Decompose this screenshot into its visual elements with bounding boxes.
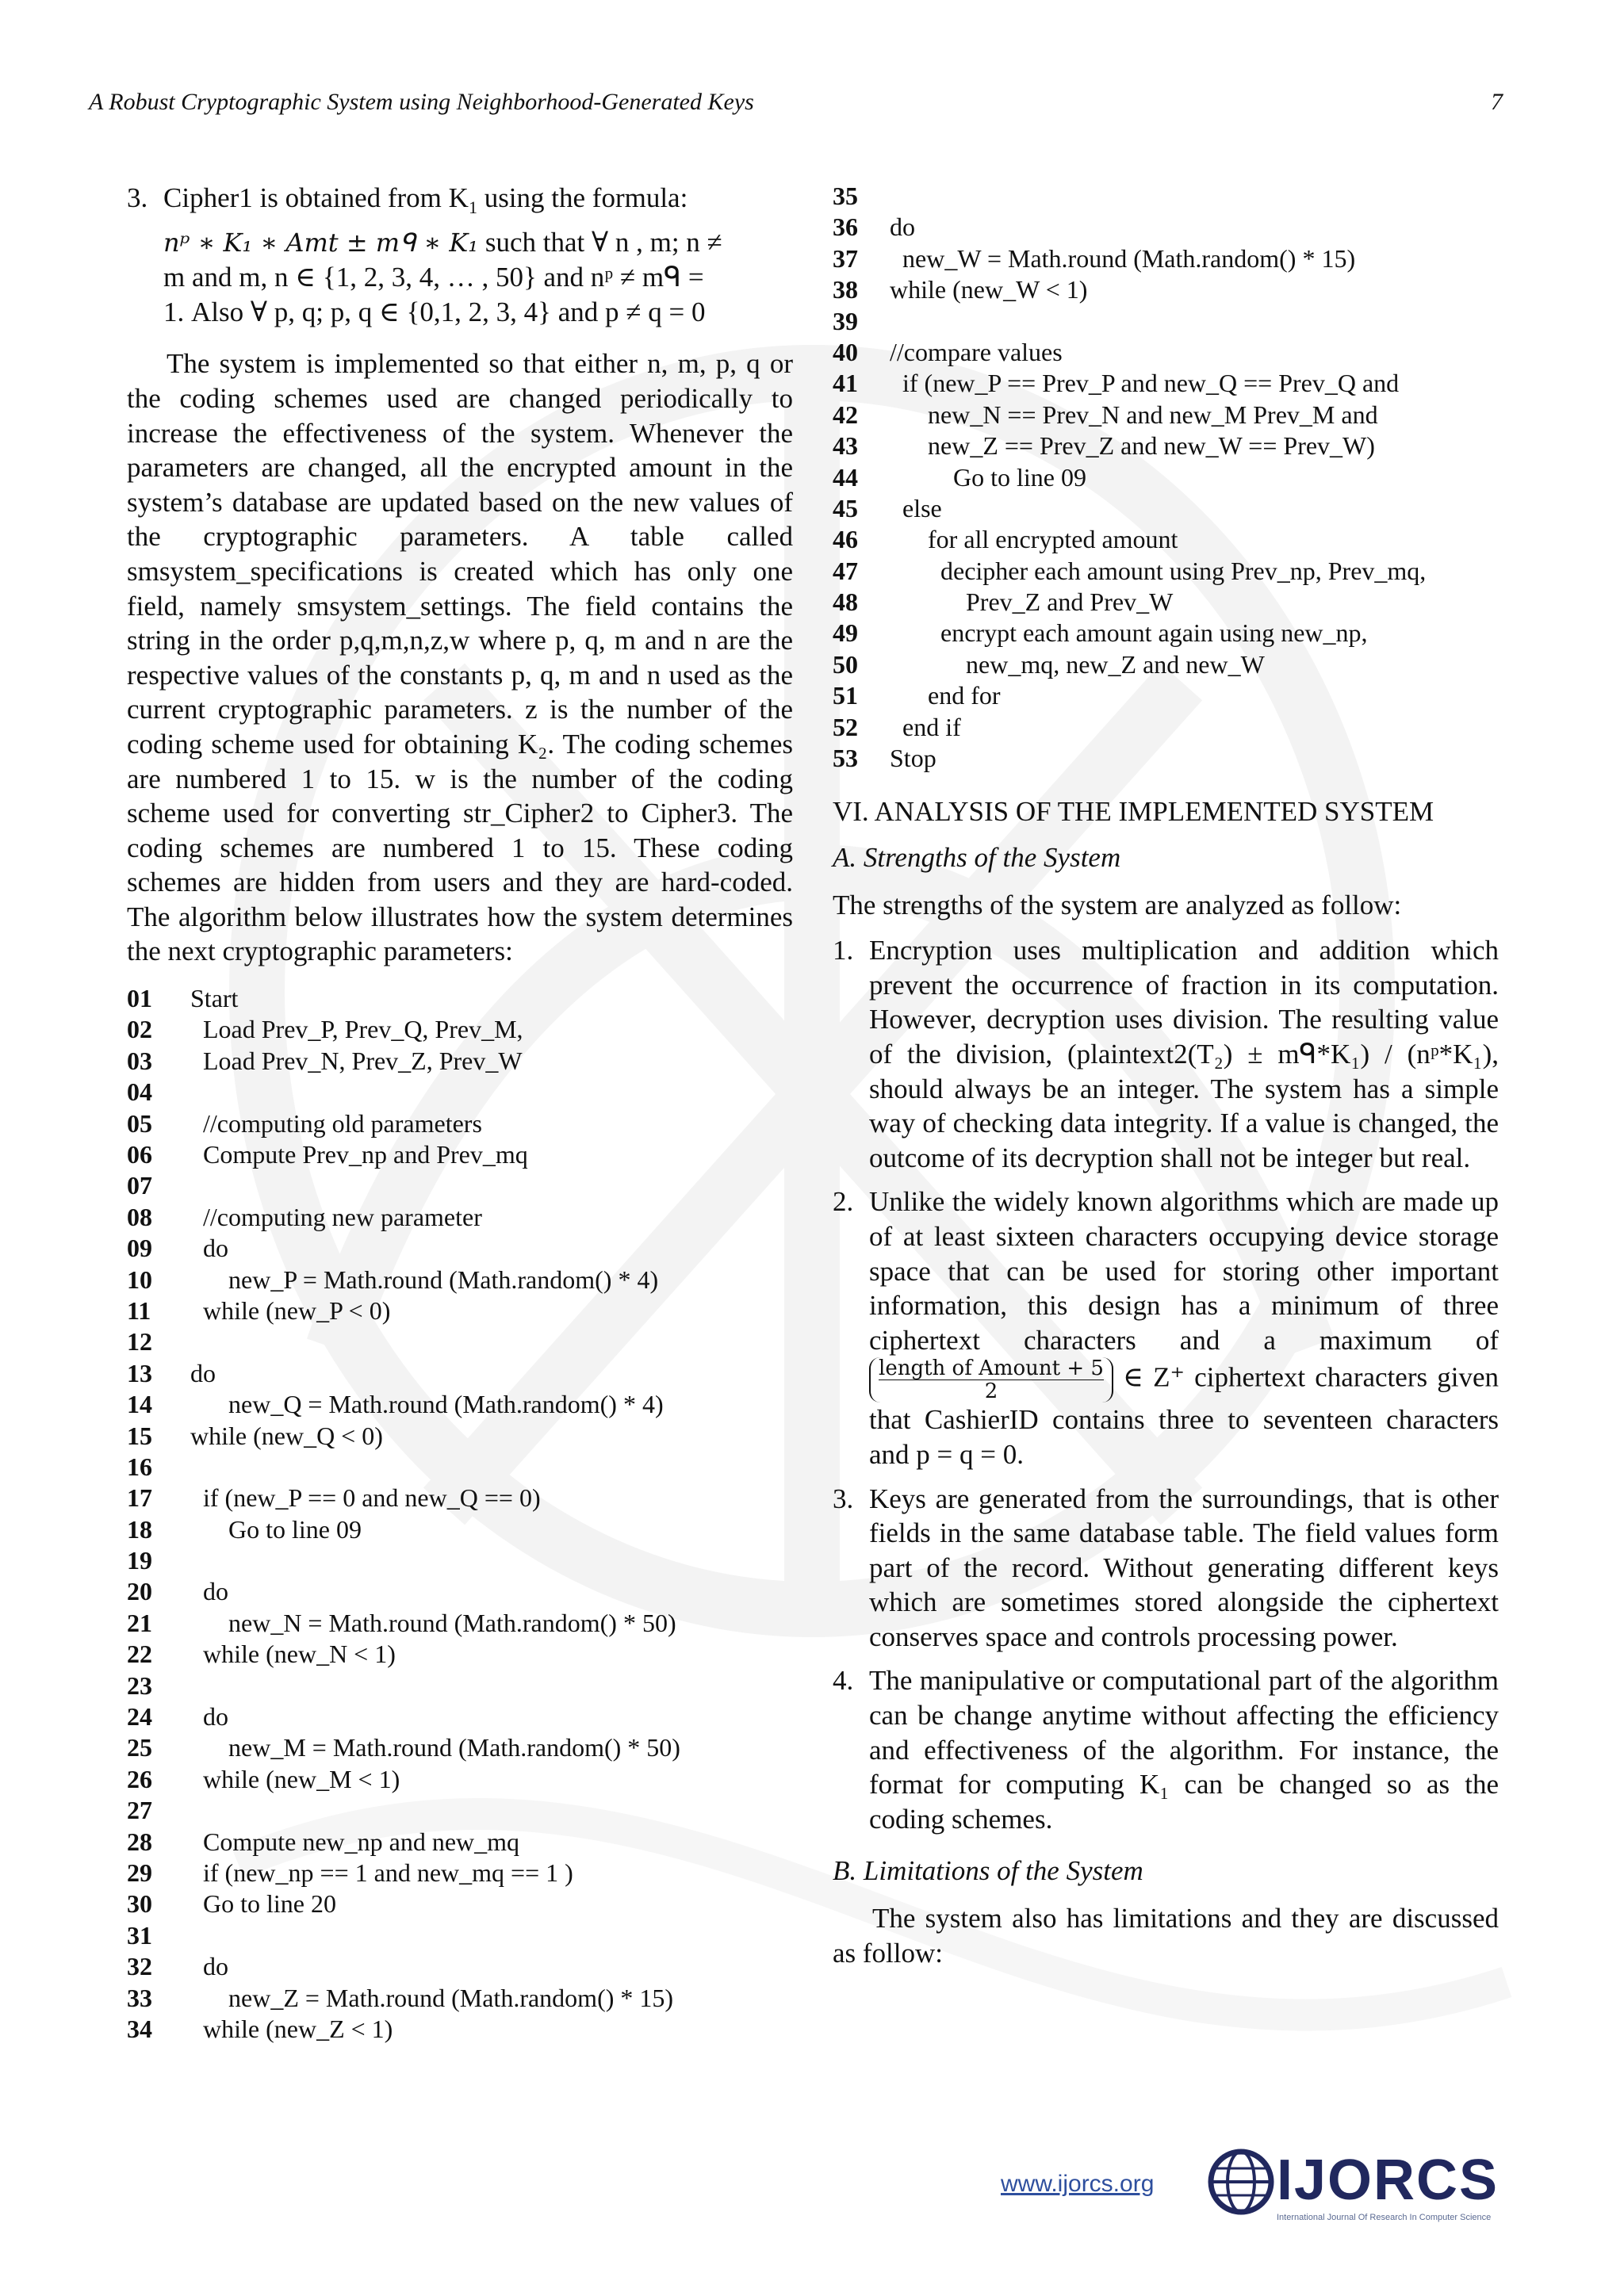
code-line [833,400,1499,430]
line-number: 11 [127,1295,151,1325]
line-number: 06 [127,1140,152,1169]
code-text: do [171,1952,228,1981]
code-line [127,983,793,1014]
strengths-intro: The strengths of the system are analyzed as follow: [833,889,1402,920]
code-line [127,1077,793,1108]
line-number: 18 [127,1514,152,1544]
code-line [127,1389,793,1420]
code-line [833,712,1499,743]
line-number: 04 [127,1077,152,1107]
code-line [833,181,1499,212]
code-line [127,1421,793,1452]
line-number: 29 [127,1858,152,1887]
strength-item: 4. The manipulative or computational part of the algorithm can be change anytime without affecting the efficiency and effectiveness of the algorithm. For instance, the format for computing K₁ can be changed so as the coding schemes. [833,1665,1499,1835]
code-text: if (new_P == Prev_P and new_Q == Prev_Q and [877,369,1400,398]
journal-logo [1197,2145,1500,2232]
line-number: 22 [127,1640,152,1669]
code-line [127,1170,793,1201]
strength-item: 3. Keys are generated from the surroundings, that is other fields in the same database table. The field values form part of the record. Without generating different keys which are sometimes stored alongside the ciphertext conserves space and controls processing power. [833,1483,1499,1652]
code-line [833,618,1499,649]
line-number: 49 [833,618,858,648]
code-line [833,524,1499,555]
line-number: 37 [833,243,858,273]
line-number: 39 [833,306,858,335]
line-number: 52 [833,712,858,741]
code-text: //compare values [877,337,1063,366]
section-heading: VI. ANALYSIS OF THE IMPLEMENTED SYSTEM [833,796,1434,828]
code-text: Start [171,984,239,1013]
line-number: 38 [833,275,858,304]
code-line [127,1764,793,1795]
code-text: do [877,212,915,242]
code-line [127,1326,793,1357]
code-line [127,1670,793,1701]
code-line [127,1920,793,1951]
code-text: new_P = Math.round (Math.random() * 4) [171,1265,659,1294]
code-line [127,1139,793,1170]
code-line [833,337,1499,368]
code-line [127,1514,793,1545]
code-line [127,1545,793,1576]
line-number: 05 [127,1108,152,1138]
code-text: Go to line 09 [171,1514,362,1544]
code-line [127,1983,793,2014]
logo-tagline: International Journal Of Research In Computer Science [1277,2213,1492,2222]
code-text: while (new_W < 1) [877,275,1088,304]
subsection-heading-limitations: B. Limitations of the System [833,1855,1143,1887]
line-number: 33 [127,1983,152,2012]
line-number: 23 [127,1670,152,1700]
logo-wordmark: IJORCS [1277,2149,1500,2212]
code-text: encrypt each amount again using new_np, [877,618,1368,648]
code-text: decipher each amount using Prev_np, Prev_mq, [877,556,1427,585]
line-number: 13 [127,1358,152,1387]
code-text: new_N == Prev_N and new_M Prev_M and [877,400,1378,429]
code-line [833,212,1499,243]
code-line [833,306,1499,337]
code-line [127,2014,793,2045]
code-line [127,1233,793,1264]
line-number: 27 [127,1796,152,1825]
globe-icon [1204,2145,1279,2220]
cipher1-formula: nᵖ ∗ K₁ ∗ Amt ± mᑫ ∗ K₁ [163,227,479,258]
code-line [833,462,1499,493]
line-number: 30 [127,1889,152,1919]
running-header-title: A Robust Cryptographic System using Neighborhood-Generated Keys [89,89,754,115]
code-line [833,243,1499,274]
code-text: //computing old parameters [171,1108,482,1138]
code-line [833,556,1499,587]
code-line [127,1358,793,1389]
line-number: 15 [127,1421,152,1450]
list-item-cipher1: 3. Cipher1 is obtained from $K_1$ using the formula: nᵖ ∗ K₁ ∗ Amt ± mᑫ ∗ K₁ such that ∀ n , m; n ≠ m and m, n ∈ {1, 2, 3, 4, … , 50} and nᵖ ≠ mᑫ = 1. Also ∀ p, q; p, q ∈ {0,1, 2, 3, 4} and p ≠ q = 0 [127,182,722,327]
line-number: 36 [833,212,858,242]
line-number: 20 [127,1577,152,1606]
code-line [127,1608,793,1639]
code-text: else [877,493,942,522]
line-number: 46 [833,525,858,554]
code-text: if (new_P == 0 and new_Q == 0) [171,1483,541,1513]
code-line [833,680,1499,711]
code-text: end for [877,681,1001,710]
code-line [127,1576,793,1607]
code-text: new_mq, new_Z and new_W [877,649,1265,679]
code-text: while (new_Z < 1) [171,2014,393,2043]
right-column [833,181,1499,1970]
code-text: new_M = Math.round (Math.random() * 50) [171,1733,680,1762]
code-line [127,1795,793,1826]
code-text: while (new_M < 1) [171,1764,400,1793]
strength-item: 2. Unlike the widely known algorithms which are made up of at least sixteen characters occupying device storage space that can be used for storing other important information, this design has a minimum of three ciphertext characters and a maximum of length of Amount + 5 2 ∈ Z⁺ ciphertext characters given that CashierID contains three to seventeen characters and p = q = 0. [833,1186,1499,1470]
line-number: 19 [127,1546,152,1575]
line-number: 35 [833,182,858,210]
line-number: 01 [127,984,152,1013]
code-text: new_Z == Prev_Z and new_W == Prev_W) [877,431,1375,461]
algorithm-listing-left [127,983,793,2045]
code-line [833,649,1499,680]
code-text: do [171,1358,216,1387]
code-line [127,1295,793,1326]
journal-link[interactable]: www.ijorcs.org [1001,2171,1155,2197]
code-line [127,1452,793,1483]
code-text: while (new_P < 0) [171,1295,391,1325]
line-number: 12 [127,1327,152,1357]
line-number: 25 [127,1733,152,1762]
algorithm-listing-right [833,181,1499,774]
code-line [127,1014,793,1045]
code-line [127,1639,793,1670]
code-line [127,1202,793,1233]
left-column [127,181,793,2045]
code-text: new_Z = Math.round (Math.random() * 15) [171,1983,674,2012]
code-text: do [171,1702,228,1732]
line-number: 31 [127,1920,152,1950]
code-line [833,743,1499,774]
fraction: length of Amount + 5 2 [869,1357,1113,1402]
code-text: Stop [877,744,936,773]
code-text: Prev_Z and Prev_W [877,587,1174,617]
line-number: 24 [127,1702,152,1732]
line-number: 10 [127,1265,152,1294]
line-number: 40 [833,337,858,366]
code-line [127,1108,793,1139]
code-text: for all encrypted amount [877,525,1178,554]
line-number: 48 [833,587,858,617]
line-number: 08 [127,1202,152,1231]
code-line [127,1265,793,1295]
code-line [833,274,1499,305]
line-number: 34 [127,2014,152,2043]
code-text: if (new_np == 1 and new_mq == 1 ) [171,1858,573,1887]
line-number: 41 [833,369,858,398]
code-line [833,587,1499,618]
line-number: 09 [127,1234,152,1263]
code-text: Load Prev_N, Prev_Z, Prev_W [171,1046,523,1075]
code-line [833,493,1499,524]
line-number: 21 [127,1608,152,1637]
code-line [127,1701,793,1732]
code-line [833,430,1499,461]
code-text: Load Prev_P, Prev_Q, Prev_M, [171,1015,523,1044]
code-text: Compute Prev_np and Prev_mq [171,1140,528,1169]
line-number: 17 [127,1483,152,1513]
code-text: while (new_Q < 0) [171,1421,383,1450]
line-number: 53 [833,744,858,773]
code-line [833,368,1499,399]
line-number: 03 [127,1046,152,1075]
code-line [127,1951,793,1982]
code-line [127,1046,793,1077]
line-number: 43 [833,431,858,461]
line-number: 26 [127,1764,152,1793]
line-number: 45 [833,493,858,522]
body-paragraph: The system is implemented so that either n, m, p, q or the coding schemes used are changed periodically to increase the effectiveness of the system. Whenever the parameters are changed, all the encrypted amount in the system’s database are updated based on the new values of the cryptographic parameters. A table called smsystem_specifications is created which has only one field, namely smsystem_settings. The field contains the string in the order p,q,m,n,z,w where p, q, m and n are the respective values of the constants p, q, m and n used as the current cryptographic parameters. z is the number of the coding scheme used for obtaining K₂. The coding schemes are numbered 1 to 15. w is the number of the coding scheme used for converting str_Cipher2 to Cipher3. The coding schemes are numbered 1 to 15. These coding schemes are hidden from users and they are hard-coded. The algorithm below illustrates how the system determines the next cryptographic parameters: [127,348,793,967]
code-line [127,1827,793,1858]
code-line [127,1858,793,1888]
line-number: 44 [833,462,858,492]
line-number: 32 [127,1952,152,1981]
line-number: 16 [127,1452,152,1481]
code-text: //computing new parameter [171,1202,482,1231]
code-text: new_W = Math.round (Math.random() * 15) [877,243,1356,273]
code-text: new_N = Math.round (Math.random() * 50) [171,1608,676,1637]
line-number: 02 [127,1015,152,1044]
code-text: Go to line 20 [171,1889,336,1919]
code-line [127,1483,793,1513]
code-line [127,1888,793,1919]
line-number: 07 [127,1171,152,1200]
code-text: end if [877,712,961,741]
line-number: 42 [833,400,858,429]
page-number: 7 [1491,89,1503,115]
code-text: do [171,1577,228,1606]
line-number: 47 [833,556,858,585]
code-line [127,1732,793,1763]
line-number: 50 [833,649,858,679]
limitations-intro: The system also has limitations and they are discussed as follow: [833,1903,1499,1969]
line-number: 51 [833,681,858,710]
code-text: while (new_N < 1) [171,1640,396,1669]
code-text: new_Q = Math.round (Math.random() * 4) [171,1390,664,1419]
line-number: 28 [127,1827,152,1856]
strength-item: 1. Encryption uses multiplication and addition which prevent the occurrence of fraction in its computation. However, decryption uses division. The resulting value of the division, (plaintext2(T₂) ± mᑫ*K₁) / (nᵖ*K₁), should always be an integer. The system has a simple way of checking data integrity. If a value is changed, the outcome of its decryption shall not be integer but real. [833,935,1499,1173]
subsection-heading-strengths: A. Strengths of the System [833,842,1121,874]
code-text: Go to line 09 [877,462,1086,492]
code-text: do [171,1234,228,1263]
code-text: Compute new_np and new_mq [171,1827,520,1856]
line-number: 14 [127,1390,152,1419]
